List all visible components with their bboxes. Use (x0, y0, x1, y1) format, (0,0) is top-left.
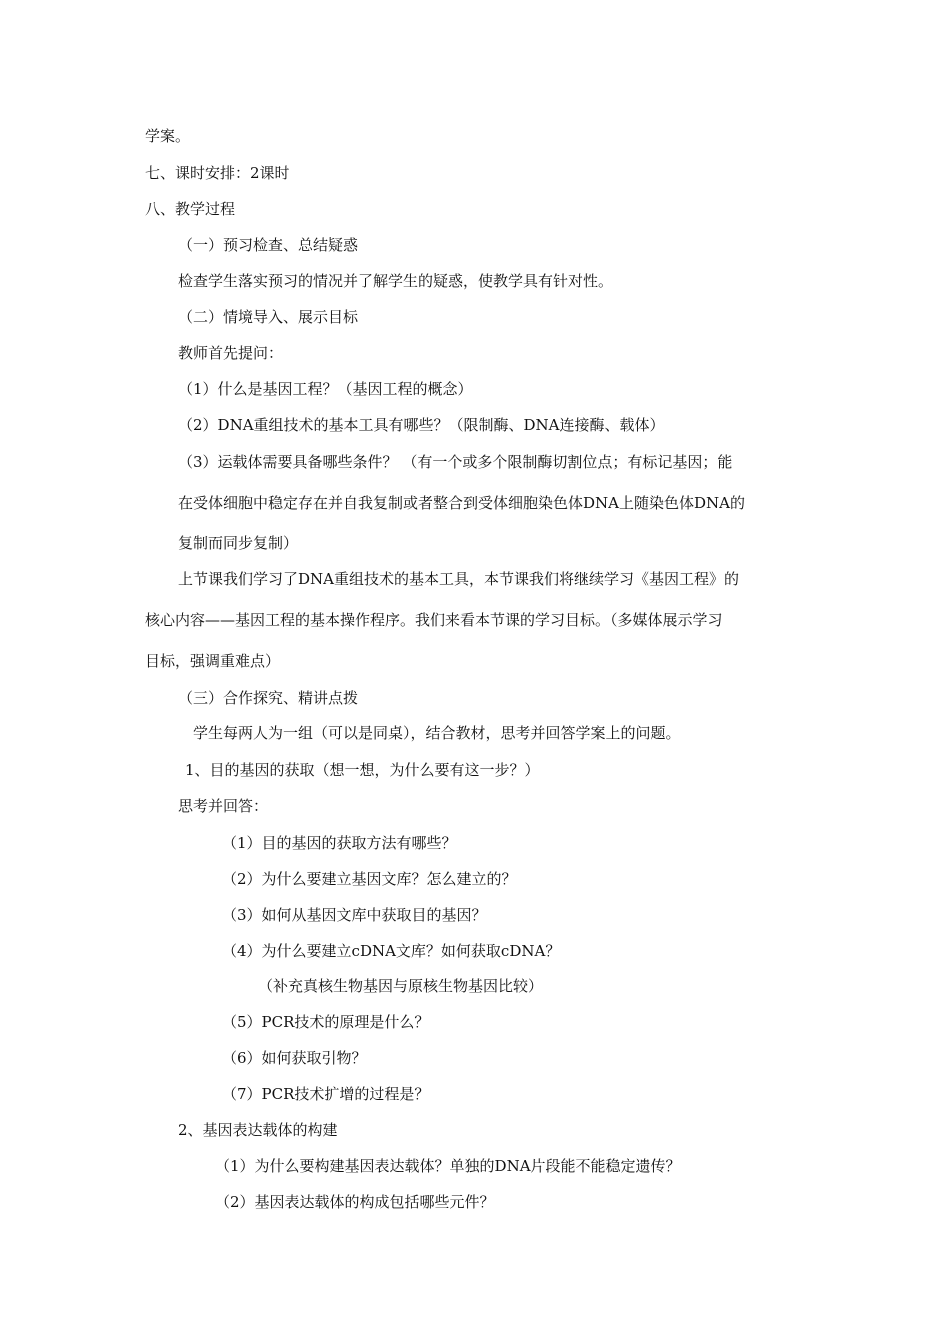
subsection-2-heading: （二）情境导入、展示目标 (178, 308, 359, 326)
item-2-question-2: （2）基因表达载体的构成包括哪些元件？ (215, 1193, 495, 1211)
item-1-question-4: （4）为什么要建立cDNA文库？如何获取cDNA？ (222, 942, 561, 960)
paragraph-intro-continued: 核心内容——基因工程的基本操作程序。我们来看本节课的学习目标。（多媒体展示学习 (145, 611, 723, 629)
item-1-question-2: （2）为什么要建立基因文库？怎么建立的？ (222, 870, 517, 888)
question-2: （2）DNA重组技术的基本工具有哪些？（限制酶、DNA连接酶、载体） (178, 416, 665, 434)
subsection-1-heading: （一）预习检查、总结疑惑 (178, 236, 359, 254)
paragraph-think-answer: 思考并回答： (178, 797, 269, 815)
question-3: （3）运载体需要具备哪些条件？ （有一个或多个限制酶切割位点；有标记基因；能 (178, 453, 733, 471)
item-1-question-5: （5）PCR技术的原理是什么？ (222, 1013, 430, 1031)
item-1-question-6: （6）如何获取引物？ (222, 1049, 367, 1067)
paragraph-teacher-asks: 教师首先提问： (178, 344, 284, 362)
item-1-question-1: （1）目的基因的获取方法有哪些？ (222, 834, 457, 852)
text-line-xuean: 学案。 (145, 127, 191, 145)
paragraph-intro-end: 目标，强调重难点） (145, 652, 281, 670)
item-1-question-7: （7）PCR技术扩增的过程是？ (222, 1085, 430, 1103)
item-2-heading: 2、基因表达载体的构建 (178, 1121, 338, 1139)
section-7-heading: 七、课时安排：2课时 (145, 164, 290, 182)
paragraph-group-work: 学生每两人为一组（可以是同桌），结合教材，思考并回答学案上的问题。 (193, 724, 681, 742)
subsection-3-heading: （三）合作探究、精讲点拨 (178, 689, 359, 707)
paragraph-intro: 上节课我们学习了DNA重组技术的基本工具，本节课我们将继续学习《基因工程》的 (178, 570, 739, 588)
section-8-heading: 八、教学过程 (145, 200, 236, 218)
question-3-continued: 在受体细胞中稳定存在并自我复制或者整合到受体细胞染色体DNA上随染色体DNA的 (178, 494, 745, 512)
item-1-heading: 1、目的基因的获取（想一想，为什么要有这一步？） (185, 761, 540, 779)
item-1-question-4-note: （补充真核生物基因与原核生物基因比较） (258, 977, 544, 995)
paragraph-preview-check: 检查学生落实预习的情况并了解学生的疑惑，使教学具有针对性。 (178, 272, 614, 290)
item-1-question-3: （3）如何从基因文库中获取目的基因？ (222, 906, 487, 924)
question-3-end: 复制而同步复制） (178, 534, 299, 552)
question-1: （1）什么是基因工程？（基因工程的概念） (178, 380, 473, 398)
item-2-question-1: （1）为什么要构建基因表达载体？单独的DNA片段能不能稳定遗传？ (215, 1157, 681, 1175)
